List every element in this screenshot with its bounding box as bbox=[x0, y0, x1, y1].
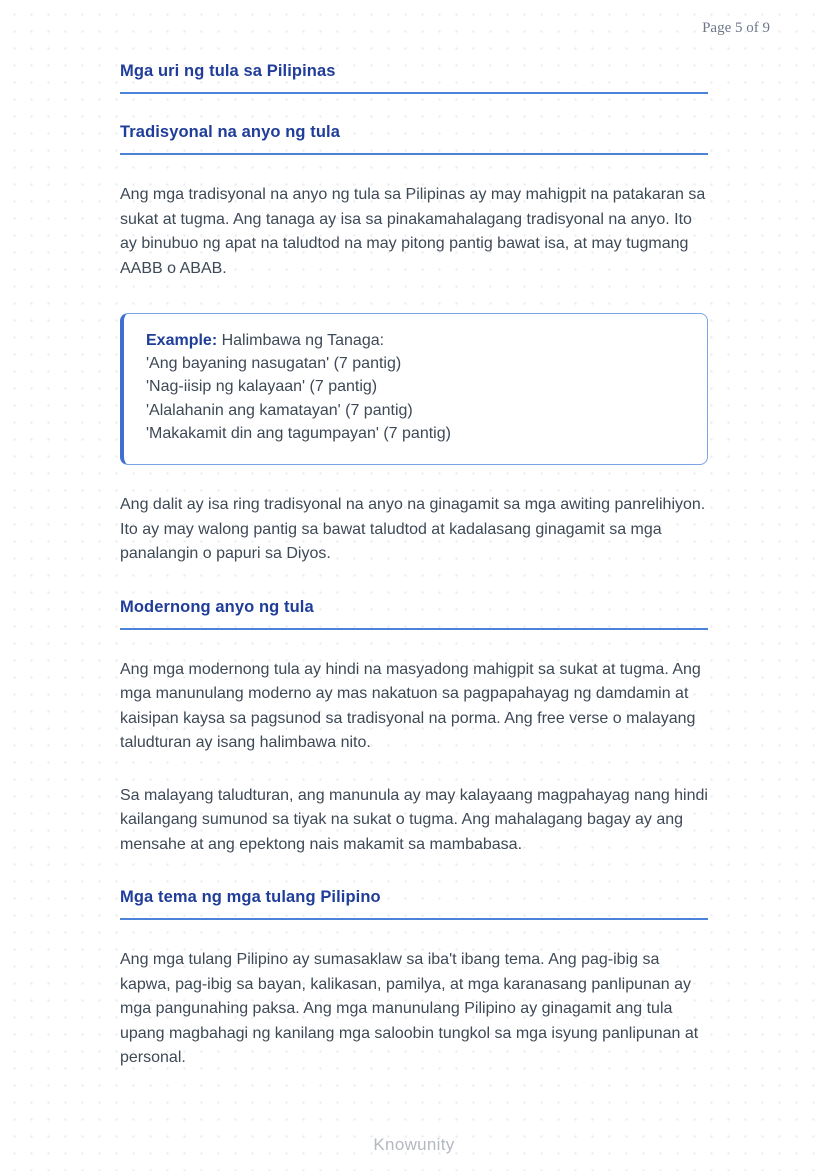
example-box-intro-line bbox=[146, 329, 687, 352]
paragraph-malayang-taludturan: Sa malayang taludturan, ang manunula ay may kalayaang magpahayag nang hindi kailangang sumunod sa tiyak na sukat o tugma. Ang mahalagang bagay ay ang mensahe at ang epektong nais makamit sa mambabasa. bbox=[120, 786, 708, 853]
paragraph-dalit: Ang dalit ay isa ring tradisyonal na anyo na ginagamit sa mga awiting panrelihiyon. Ito ay may walong pantig sa bawat taludtod at kadalasang ginagamit sa mga panalangin o papuri sa Diyos. bbox=[120, 496, 706, 563]
example-intro-text: Halimbawa ng Tanaga: bbox=[217, 332, 385, 349]
example-box bbox=[120, 313, 708, 465]
page-indicator: Page 5 of 9 bbox=[702, 20, 770, 36]
example-verse-line-3: 'Alalahanin ang kamatayan' (7 pantig) bbox=[146, 401, 413, 419]
example-label: Example: bbox=[146, 332, 218, 349]
heading-tradisyonal-na-anyo: Tradisyonal na anyo ng tula bbox=[120, 123, 708, 155]
document-content bbox=[120, 62, 708, 1071]
example-verse-line-2: 'Nag-iisip ng kalayaan' (7 pantig) bbox=[146, 378, 378, 396]
paragraph-modern-intro: Ang mga modernong tula ay hindi na masyadong mahigpit sa sukat at tugma. Ang mga manunulang moderno ay mas nakatuon sa pagpapahayag ng damdamin at kaisipan kaysa sa pagsunod sa tradisyonal na porma. Ang free verse o malayang taludturan ay isang halimbawa nito. bbox=[120, 660, 701, 752]
heading-mga-tema: Mga tema ng mga tulang Pilipino bbox=[120, 888, 708, 920]
paragraph-themes: Ang mga tulang Pilipino ay sumasaklaw sa iba't ibang tema. Ang pag-ibig sa kapwa, pag-ibig sa bayan, kalikasan, pamilya, at mga karanasang panlipunan ay mga pangunahing paksa. Ang mga manunulang Pilipino ay ginagamit ang tula upang magbahagi ng kanilang mga saloobin tungkol sa mga isyung panlipunan at personal. bbox=[120, 951, 699, 1067]
paragraph-tradisyonal-intro: Ang mga tradisyonal na anyo ng tula sa Pilipinas ay may mahigpit na patakaran sa sukat at tugma. Ang tanaga ay isa sa pinakamahalagang tradisyonal na anyo. Ito ay binubuo ng apat na taludtod na may pitong pantig bawat isa, at may tugmang AABB o ABAB. bbox=[120, 186, 706, 277]
example-verse-line-4: 'Makakamit din ang tagumpayan' (7 pantig) bbox=[146, 424, 451, 442]
footer-brand-knowunity: Knowunity bbox=[373, 1135, 455, 1154]
example-verse-line-1: 'Ang bayaning nasugatan' (7 pantig) bbox=[146, 355, 402, 373]
heading-modernong-anyo: Modernong anyo ng tula bbox=[120, 598, 708, 630]
heading-mga-uri-ng-tula: Mga uri ng tula sa Pilipinas bbox=[120, 62, 708, 94]
